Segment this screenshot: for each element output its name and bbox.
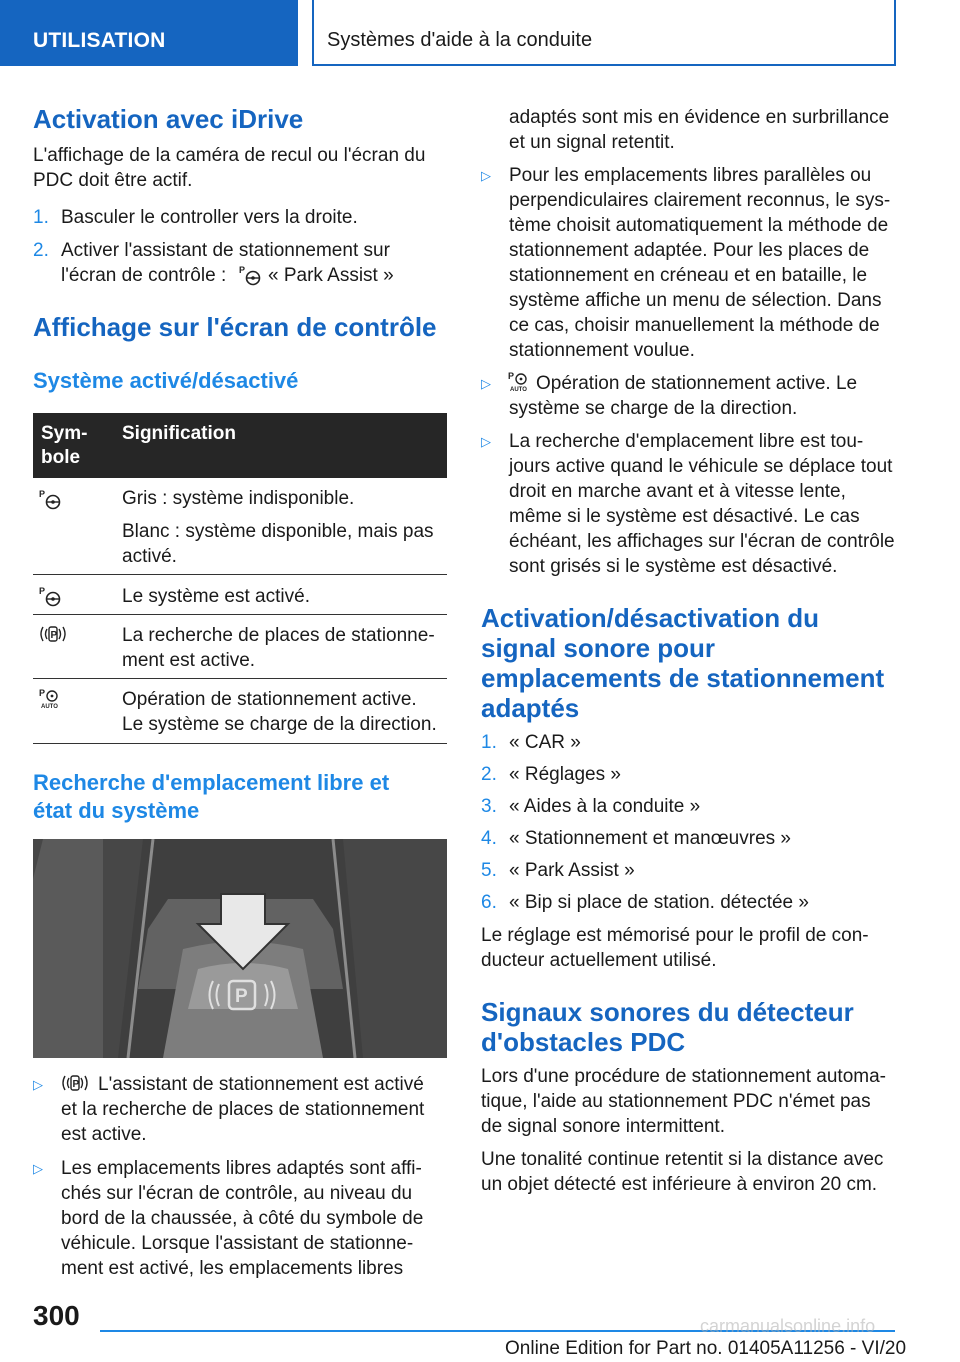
step-text: Basculer le controller vers la droite.: [61, 207, 358, 228]
heading-signal-1: Activation/désactivation du: [481, 603, 820, 633]
bullet-text: stationnement adaptée. Pour les places de: [509, 240, 870, 261]
memo-text: ducteur actuellement utilisé.: [481, 950, 717, 971]
table-rule: [33, 574, 447, 575]
bullet-triangle-icon: ▷: [481, 376, 491, 391]
bullet-triangle-icon: ▷: [481, 434, 491, 449]
bullet-text: est active.: [61, 1124, 147, 1145]
heading-signal-4: adaptés: [481, 693, 580, 723]
bullet-triangle-icon: ▷: [33, 1161, 43, 1176]
watermark: carmanualsonline.info: [700, 1316, 876, 1336]
bullet-text: Opération de stationnement active. Le: [536, 373, 858, 394]
bullet-text: La recherche d'emplacement libre est tou-: [509, 431, 864, 452]
table-cell: activé.: [122, 546, 177, 567]
parking-display-illustration: [33, 839, 447, 1058]
step-number: 3.: [481, 796, 497, 817]
step-text: « Park Assist »: [509, 860, 635, 881]
svg-text:AUTO: AUTO: [510, 387, 527, 392]
memo-text: Le réglage est mémorisé pour le profil de con-: [481, 925, 869, 946]
bullet-text: jours active quand le véhicule se déplace tout: [509, 456, 893, 477]
step-text: « Aides à la conduite »: [509, 796, 701, 817]
step-text: Activer l'assistant de stationnement sur: [61, 240, 390, 261]
bullet-text: et la recherche de places de stationnement: [61, 1099, 425, 1120]
table-rule: [33, 678, 447, 679]
bullet-text: véhicule. Lorsque l'assistant de stationne-: [61, 1233, 414, 1254]
svg-text:P: P: [72, 1079, 80, 1090]
svg-text:P: P: [239, 265, 246, 275]
heading-signal-3: emplacements de stationnement: [481, 663, 885, 693]
heading-pdc-1: Signaux sonores du détecteur: [481, 997, 854, 1027]
bullet-text: échéant, les affichages sur l'écran de contrôle: [509, 531, 895, 552]
page-number: 300: [33, 1300, 80, 1331]
svg-text:P: P: [235, 986, 248, 1007]
step-text: « Park Assist »: [268, 265, 394, 286]
step-text: « Réglages »: [509, 764, 621, 785]
column-header-symbole-2: bole: [41, 447, 81, 468]
bullet-text: système se charge de la direction.: [509, 398, 798, 419]
park-search-icon: [60, 1072, 90, 1094]
bullet-text: ce cas, choisir manuellement la méthode de: [509, 315, 880, 336]
activation-intro-2: PDC doit être actif.: [33, 170, 193, 191]
bullet-text: L'assistant de stationnement est activé: [98, 1074, 424, 1095]
bullet-text: ment est activé, les emplacements libres: [61, 1258, 404, 1279]
step-number: 6.: [481, 892, 497, 913]
heading-pdc-2: d'obstacles PDC: [481, 1027, 686, 1057]
park-auto-icon: [507, 370, 533, 392]
table-rule: [33, 614, 447, 615]
table-cell: La recherche de places de stationne-: [122, 625, 435, 646]
park-assist-wheel-icon: [38, 488, 64, 510]
step-number: 2.: [481, 764, 497, 785]
step-number: 1.: [33, 207, 49, 228]
svg-text:AUTO: AUTO: [41, 704, 58, 709]
chapter-tab: [312, 0, 896, 66]
table-header: [33, 413, 447, 478]
park-search-icon: [38, 623, 68, 645]
heading-affichage: Affichage sur l'écran de contrôle: [33, 312, 437, 342]
bullet-text: bord de la chaussée, à côté du symbole de: [61, 1208, 424, 1229]
park-auto-icon: [38, 687, 64, 709]
column-header-symbole-1: Sym-: [41, 423, 88, 444]
heading-activation: Activation avec iDrive: [33, 104, 304, 134]
section-tab: [0, 0, 298, 66]
park-assist-active-icon: [38, 585, 64, 607]
pdc-text: tique, l'aide au stationnement PDC n'émet pas: [481, 1091, 871, 1112]
pdc-text: Lors d'une procédure de stationnement automa-: [481, 1066, 886, 1087]
table-cell: Opération de stationnement active.: [122, 689, 417, 710]
heading-systeme: Système activé/désactivé: [33, 368, 299, 393]
table-cell: Gris : système indisponible.: [122, 488, 355, 509]
bullet-text: système affiche un menu de sélection. Dans: [509, 290, 882, 311]
step-number: 5.: [481, 860, 497, 881]
bullet-text: Pour les emplacements libres parallèles ou: [509, 165, 872, 186]
table-cell: ment est active.: [122, 650, 256, 671]
step-number: 2.: [33, 240, 49, 261]
bullet-text: sont grisés si le système est désactivé.: [509, 556, 838, 577]
step-number: 1.: [481, 732, 497, 753]
bullet-text: stationnement voulue.: [509, 340, 695, 361]
bullet-text: droit en marche avant et à vitesse lente,: [509, 481, 846, 502]
bullet-text: tème choisit automatiquement la méthode de: [509, 215, 889, 236]
bullet-triangle-icon: ▷: [481, 168, 491, 183]
edition-text: Online Edition for Part no. 01405A11256 - VI/20: [505, 1338, 907, 1359]
column-header-signification: Signification: [122, 423, 236, 444]
heading-recherche-1: Recherche d'emplacement libre et: [33, 770, 390, 795]
bullet-text: même si le système est désactivé. Le cas: [509, 506, 860, 527]
step-text: l'écran de contrôle :: [61, 265, 227, 286]
park-assist-wheel-icon: [238, 264, 264, 286]
table-rule: [33, 743, 447, 744]
step-text: « Stationnement et manœuvres »: [509, 828, 791, 849]
heading-recherche-2: état du système: [33, 798, 200, 823]
continued-text: adaptés sont mis en évidence en surbrillance: [509, 107, 890, 128]
chapter-title: Systèmes d'aide à la conduite: [327, 29, 593, 51]
bullet-text: perpendiculaires clairement reconnus, le sys-: [509, 190, 891, 211]
bullet-triangle-icon: ▷: [33, 1077, 43, 1092]
pdc-text: un objet détecté est inférieure à environ 20 cm.: [481, 1174, 878, 1195]
svg-text:P: P: [39, 586, 46, 596]
heading-signal-2: signal sonore pour: [481, 633, 716, 663]
pdc-text: de signal sonore intermittent.: [481, 1116, 725, 1137]
bullet-text: Les emplacements libres adaptés sont affi-: [61, 1158, 422, 1179]
continued-text: et un signal retentit.: [509, 132, 675, 153]
step-text: « Bip si place de station. détectée »: [509, 892, 809, 913]
svg-text:P: P: [39, 489, 46, 499]
pdc-text: Une tonalité continue retentit si la distance avec: [481, 1149, 884, 1170]
table-cell: Le système se charge de la direction.: [122, 714, 437, 735]
svg-text:P: P: [39, 688, 46, 698]
step-number: 4.: [481, 828, 497, 849]
bullet-text: chés sur l'écran de contrôle, au niveau du: [61, 1183, 413, 1204]
activation-intro-1: L'affichage de la caméra de recul ou l'écran du: [33, 145, 426, 166]
table-cell: Le système est activé.: [122, 586, 310, 607]
table-cell: Blanc : système disponible, mais pas: [122, 521, 434, 542]
step-text: « CAR »: [509, 732, 581, 753]
bullet-text: stationnement en créneau et en bataille, le: [509, 265, 868, 286]
section-title: UTILISATION: [33, 29, 166, 52]
svg-text:P: P: [50, 630, 58, 641]
svg-text:P: P: [508, 371, 515, 381]
